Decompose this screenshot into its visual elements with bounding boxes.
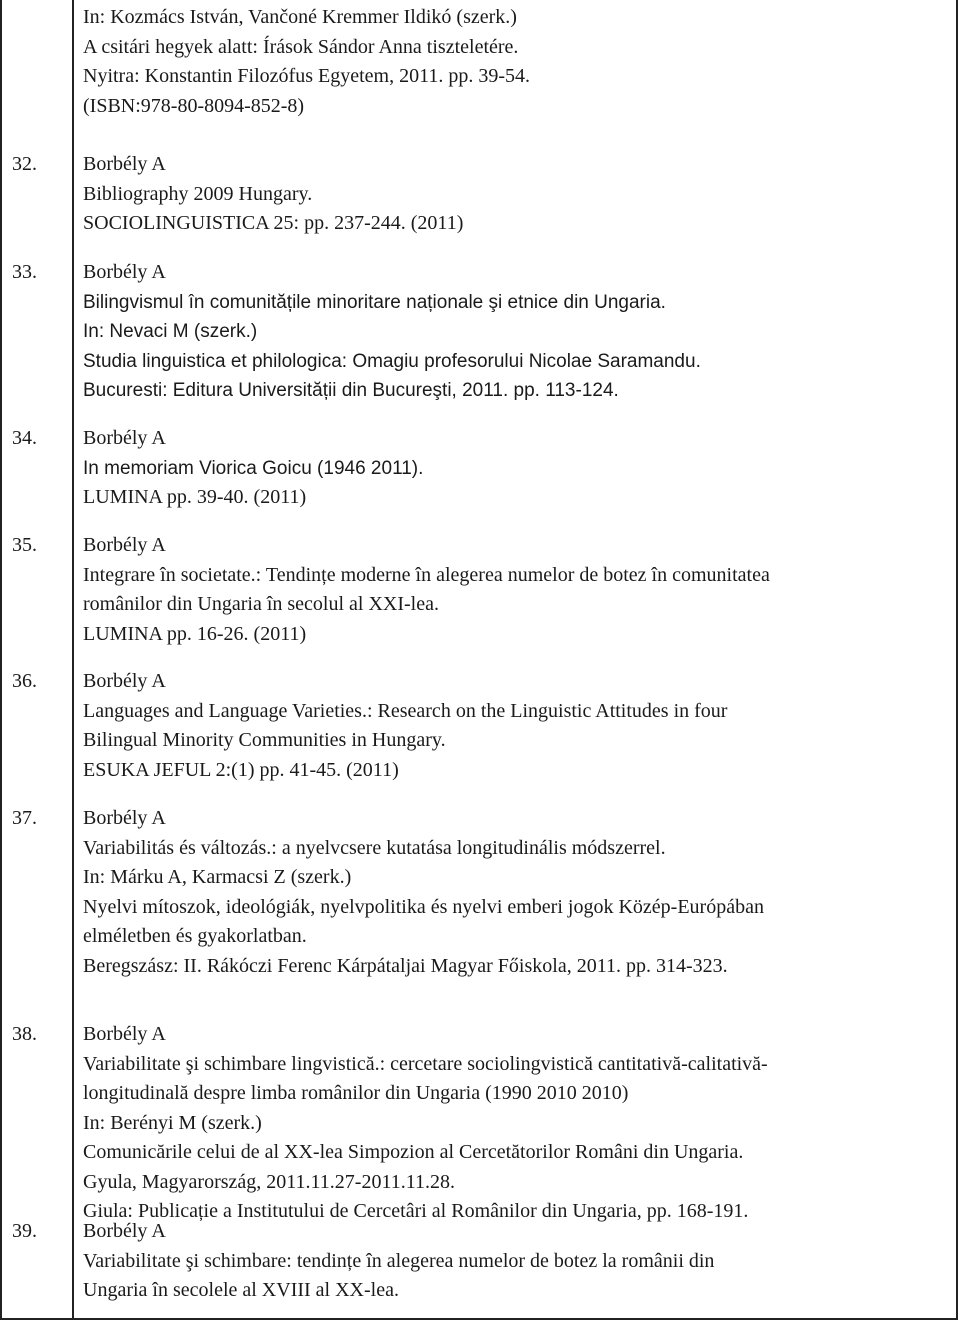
entry-author: In: Kozmács István, Vančoné Kremmer Ildikó (szerk.) — [83, 6, 517, 28]
entry-number: 37. — [12, 807, 37, 829]
entry-author: Borbély A — [83, 670, 166, 692]
entry-number: 36. — [12, 670, 37, 692]
entry-author: Borbély A — [83, 427, 166, 449]
citation-line: Integrare în societate.: Tendințe moderne în alegerea numelor de botez în comunitatea — [83, 563, 770, 586]
entry-number: 39. — [12, 1220, 37, 1242]
entry-citation — [83, 804, 953, 981]
citation-line: Bucuresti: Editura Universității din Bucureşti, 2011. pp. 113-124. — [83, 380, 619, 401]
citation-line: Giula: Publicație a Institutului de Cercetâri al Românilor din Ungaria, pp. 168-191. — [83, 1200, 749, 1222]
entry-author: Borbély A — [83, 153, 166, 175]
citation-line: Nyelvi mítoszok, ideológiák, nyelvpolitika és nyelvi emberi jogok Közép-Európában — [83, 895, 764, 918]
entry-citation — [83, 424, 953, 513]
entry-citation — [83, 531, 953, 649]
entry-citation — [83, 3, 953, 121]
entry-author: Borbély A — [83, 261, 166, 283]
citation-line: longitudinală despre limba românilor din Ungaria (1990 2010 2010) — [83, 1082, 629, 1104]
entry-citation — [83, 1217, 953, 1306]
citation-line: Variabilitate şi schimbare lingvistică.: cercetare sociolingvistică cantitativă-calitativă- — [83, 1052, 768, 1075]
entry-author: Borbély A — [83, 807, 166, 829]
entry-citation — [83, 1020, 953, 1227]
citation-line: Comunicările celui de al XX-lea Simpozion al Cercetătorilor Români din Ungaria. — [83, 1141, 744, 1163]
citation-line: Nyitra: Konstantin Filozófus Egyetem, 2011. pp. 39-54. — [83, 65, 530, 87]
citation-line: In memoriam Viorica Goicu (1946 2011). — [83, 457, 424, 479]
entry-number: 34. — [12, 427, 37, 449]
citation-line: A csitári hegyek alatt: Írások Sándor Anna tiszteletére. — [83, 35, 519, 58]
entry-author: Borbély A — [83, 534, 166, 556]
citation-line: Variabilitate şi schimbare: tendințe în alegerea numelor de botez la românii din — [83, 1249, 715, 1272]
entry-citation — [83, 258, 953, 406]
citation-line: Bibliography 2009 Hungary. — [83, 182, 313, 205]
citation-line: Studia linguistica et philologica: Omagiu profesorului Nicolae Saramandu. — [83, 350, 701, 372]
entry-number: 32. — [12, 153, 37, 175]
citation-line: Bilingvismul în comunitățile minoritare naționale şi etnice din Ungaria. — [83, 291, 666, 313]
entry-number: 38. — [12, 1023, 37, 1045]
citation-line: Variabilitás és változás.: a nyelvcsere kutatása longitudinális módszerrel. — [83, 836, 666, 859]
entry-citation — [83, 667, 953, 785]
citation-line: LUMINA pp. 39-40. (2011) — [83, 486, 307, 508]
entry-number: 35. — [12, 534, 37, 556]
entry-citation — [83, 150, 953, 239]
citation-line: In: Berényi M (szerk.) — [83, 1111, 262, 1134]
citation-line: Bilingual Minority Communities in Hungary. — [83, 729, 446, 751]
citation-line: (ISBN:978-80-8094-852-8) — [83, 94, 305, 117]
citation-line: elméletben és gyakorlatban. — [83, 925, 307, 947]
entry-author: Borbély A — [83, 1023, 166, 1045]
citation-line: LUMINA pp. 16-26. (2011) — [83, 622, 307, 645]
citation-line: ESUKA JEFUL 2:(1) pp. 41-45. (2011) — [83, 758, 399, 781]
citation-line: Ungaria în secolele al XVIII al XX-lea. — [83, 1279, 399, 1301]
citation-line: SOCIOLINGUISTICA 25: pp. 237-244. (2011) — [83, 212, 464, 234]
citation-line: Gyula, Magyarország, 2011.11.27-2011.11.28. — [83, 1170, 455, 1193]
citation-line: In: Nevaci M (szerk.) — [83, 321, 258, 342]
citation-line: Languages and Language Varieties.: Research on the Linguistic Attitudes in four — [83, 699, 728, 722]
entry-author: Borbély A — [83, 1220, 166, 1242]
citation-line: Beregszász: II. Rákóczi Ferenc Kárpátaljai Magyar Főiskola, 2011. pp. 314-323. — [83, 954, 728, 977]
citation-line: românilor din Ungaria în secolul al XXI-lea. — [83, 593, 439, 615]
column-divider — [72, 0, 74, 1318]
citation-line: In: Márku A, Karmacsi Z (szerk.) — [83, 866, 352, 888]
entry-number: 33. — [12, 261, 37, 283]
